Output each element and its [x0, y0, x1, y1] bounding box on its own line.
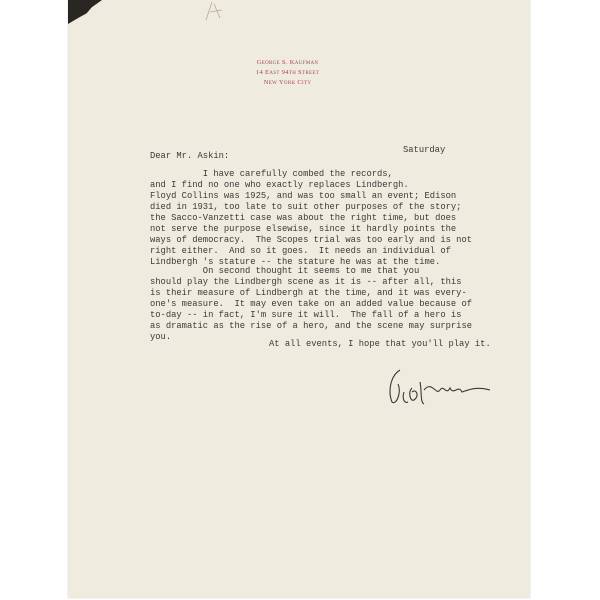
letter-line: one's measure. It may even take on an added value because of	[150, 299, 473, 309]
letter-line: is their measure of Lindbergh at the time, and it was every-	[150, 288, 467, 298]
letter-date: Saturday	[403, 145, 446, 155]
letter-line: I have carefully combed the records,	[150, 169, 393, 179]
letterhead-city: New York City	[263, 79, 312, 86]
letterhead-name: George S. Kaufman	[256, 59, 319, 66]
letter-line: you.	[150, 332, 172, 342]
letter-line: and I find no one who exactly replaces Lindbergh.	[150, 180, 409, 190]
letter-line: ways of democracy. The Scopes trial was too early and is not	[150, 235, 473, 245]
letter-line: right either. And so it goes. It needs an individual of	[150, 246, 451, 256]
letter-line: not serve the purpose elsewise, since it hardly points the	[150, 224, 457, 234]
closing-line: At all events, I hope that you'll play it.	[269, 339, 491, 349]
letter-line: to-day -- in fact, I'm sure it will. The fall of a hero is	[150, 310, 462, 320]
signature	[380, 362, 495, 412]
letter-line: Lindbergh 's stature -- the stature he was at the time.	[150, 257, 441, 267]
letter-line: On second thought it seems to me that you	[150, 266, 420, 276]
pencil-mark	[200, 0, 230, 22]
salutation: Dear Mr. Askin:	[150, 151, 230, 161]
letter-line: the Sacco-Vanzetti case was about the right time, but does	[150, 213, 457, 223]
letter-line: should play the Lindbergh scene as it is -- after all, this	[150, 277, 462, 287]
paragraph-2	[150, 266, 472, 343]
letter-line: Floyd Collins was 1925, and was too small an event; Edison	[150, 191, 457, 201]
paragraph-1	[150, 169, 472, 268]
letterhead-street: 14 East 94th Street	[255, 69, 320, 76]
letter-line: as dramatic as the rise of a hero, and the scene may surprise	[150, 321, 473, 331]
letter-line: died in 1931, too late to suit other purposes of the story;	[150, 202, 462, 212]
